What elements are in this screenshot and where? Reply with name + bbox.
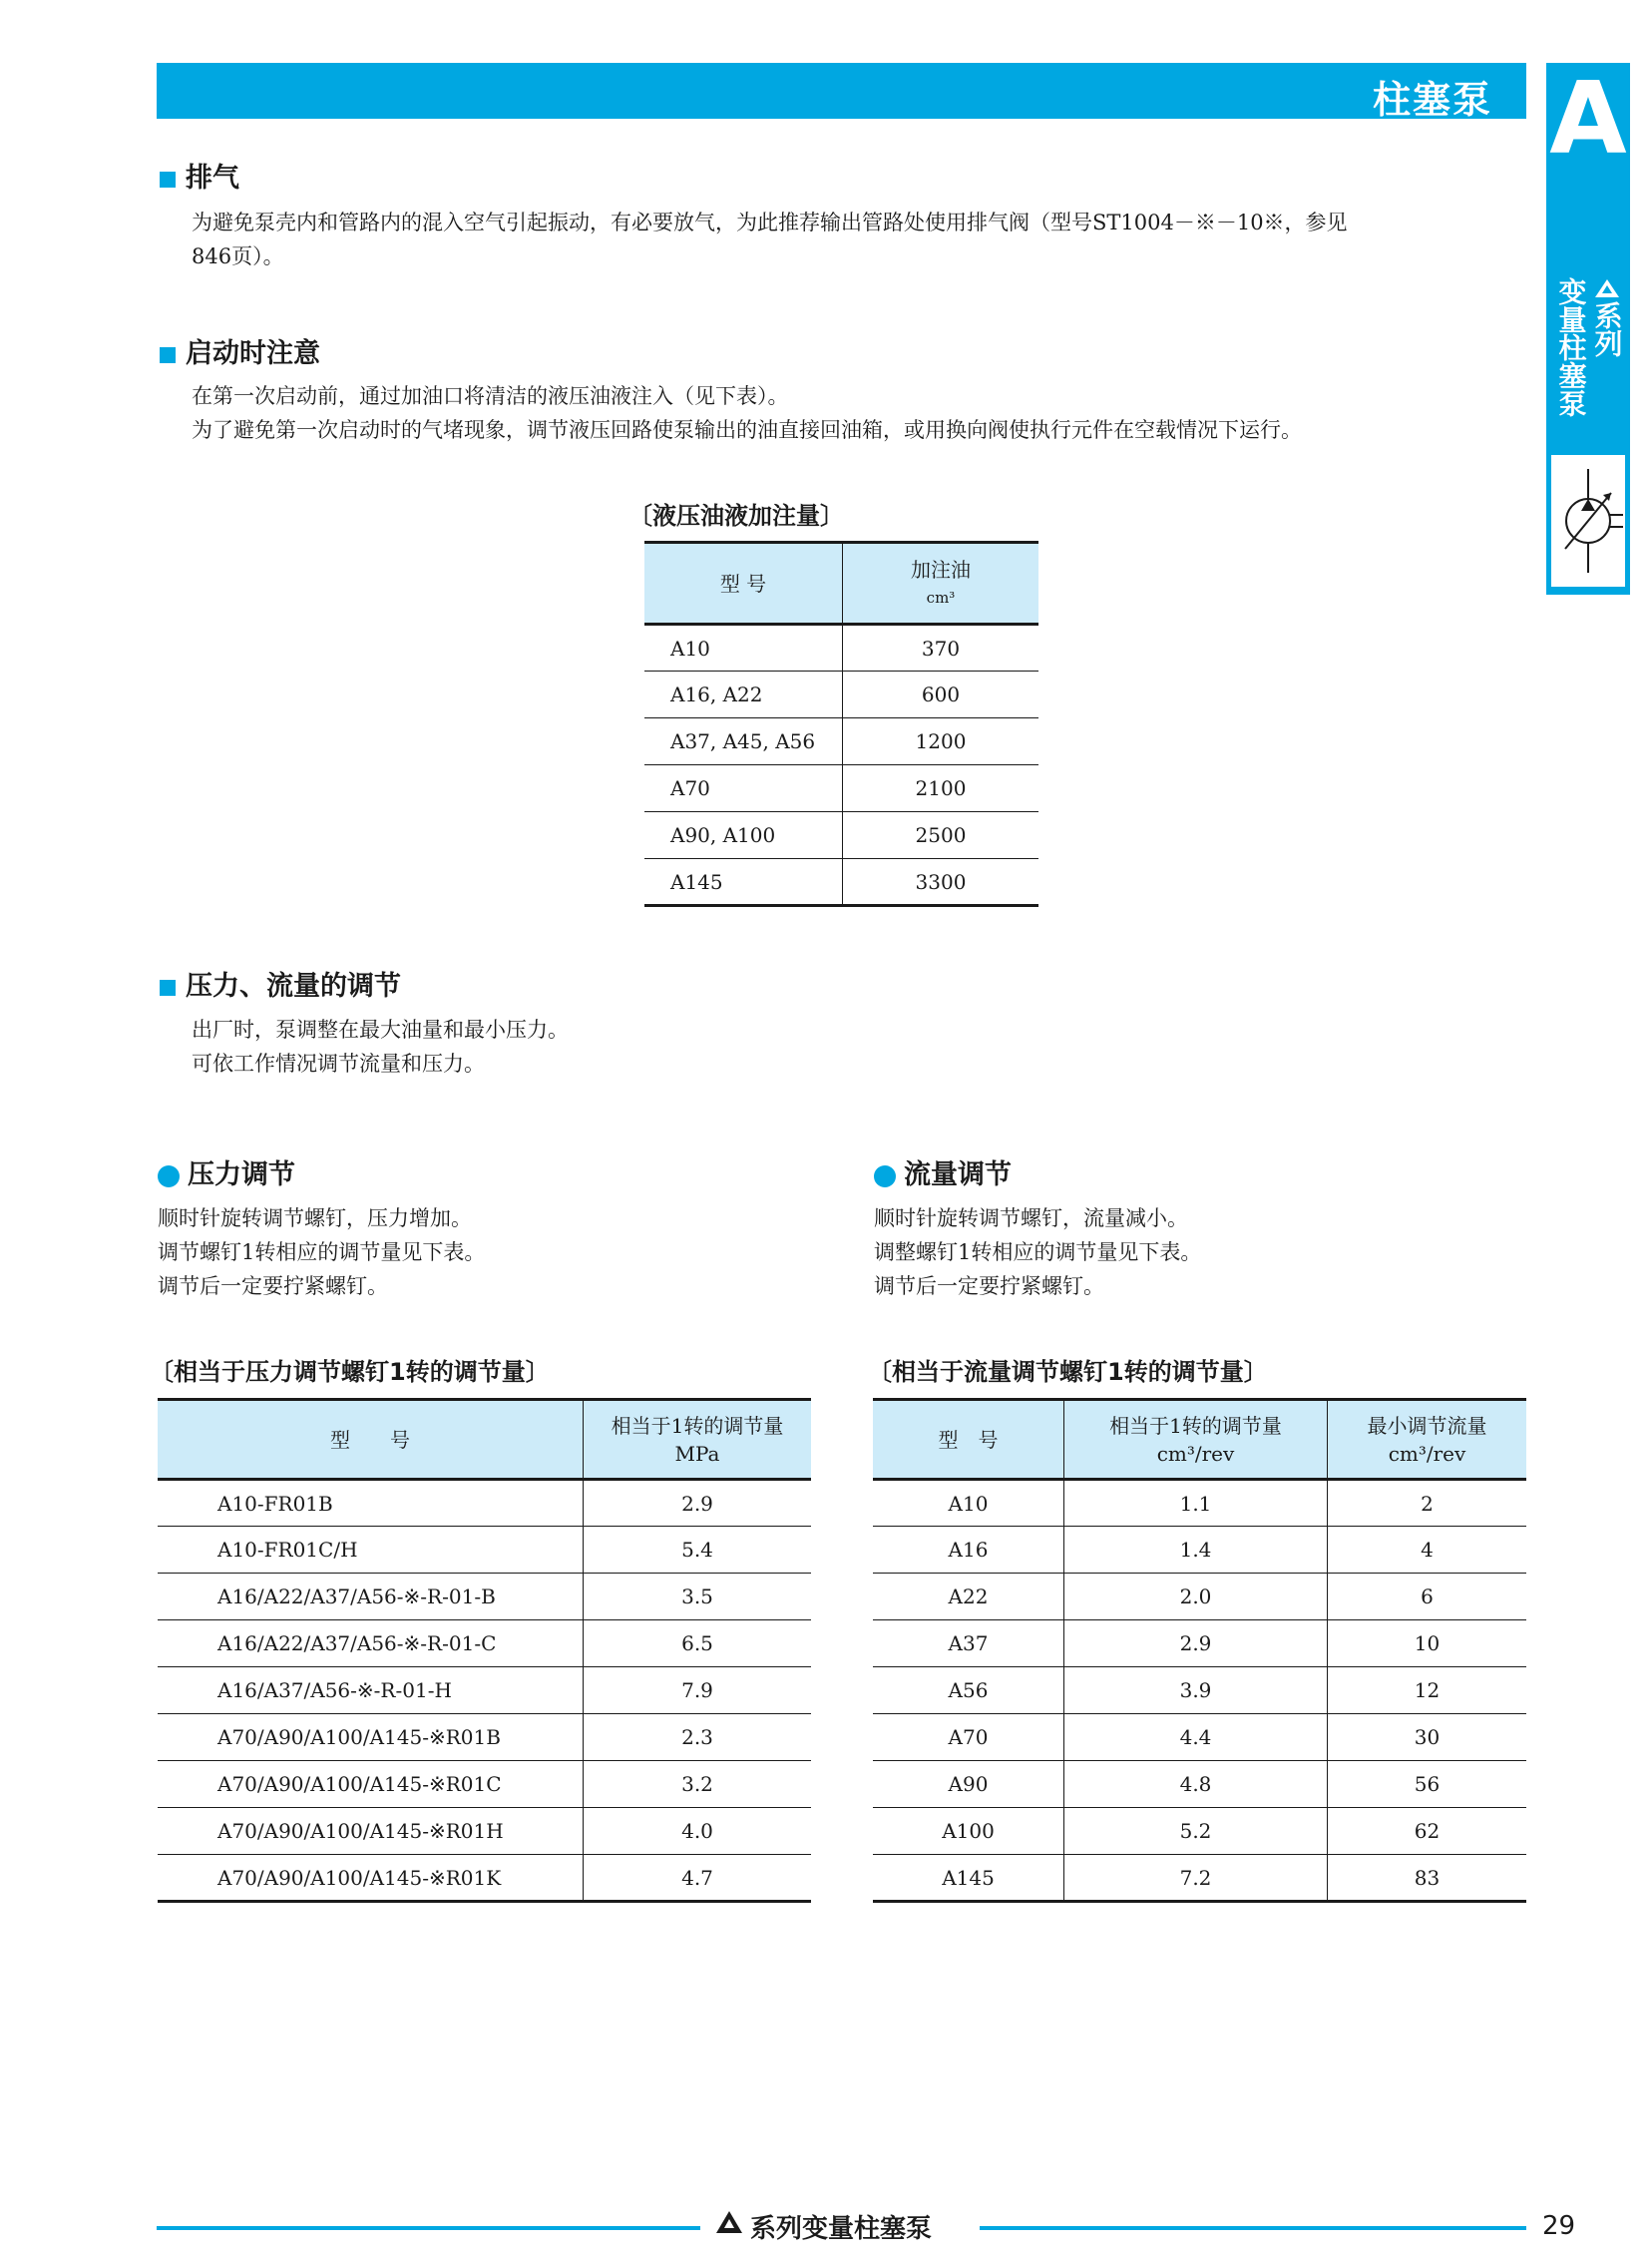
table-cell: 83 — [1328, 1855, 1527, 1902]
table-cell: 2 — [1328, 1480, 1527, 1527]
table-cell: 30 — [1328, 1714, 1527, 1761]
section-adjust-text — [192, 1013, 1189, 1081]
flow-line-3: 调节后一定要拧紧螺钉。 — [874, 1274, 1104, 1298]
table-cell: 3.9 — [1064, 1667, 1328, 1714]
pressure-adjust-text — [158, 1201, 796, 1303]
section-exhaust-text — [192, 206, 1528, 273]
adjust-line-1: 出厂时，泵调整在最大油量和最小压力。 — [192, 1018, 569, 1042]
side-tab — [1546, 60, 1630, 595]
pressure-table-col-adjust-label: 相当于1转的调节量 — [611, 1413, 784, 1438]
table-cell: A16 — [873, 1527, 1064, 1574]
table-row — [158, 1667, 811, 1714]
table-row — [873, 1855, 1526, 1902]
flow-table — [873, 1398, 1526, 1903]
section-adjust-title: 压力、流量的调节 — [186, 971, 401, 1002]
table-row — [158, 1480, 811, 1527]
table-cell: 3300 — [843, 859, 1039, 906]
table-cell: 5.4 — [584, 1527, 812, 1574]
table-row — [873, 1761, 1526, 1808]
section-startup-text — [192, 379, 1528, 447]
square-bullet-icon — [160, 980, 176, 996]
table-cell: 7.9 — [584, 1667, 812, 1714]
table-cell: 4.4 — [1064, 1714, 1328, 1761]
table-cell: A70/A90/A100/A145-※R01K — [158, 1855, 584, 1902]
section-exhaust-heading — [160, 156, 239, 195]
table-cell: 1.4 — [1064, 1527, 1328, 1574]
flow-adjust-heading — [874, 1152, 1012, 1191]
exhaust-line-1: 为避免泵壳内和管路内的混入空气引起振动，有必要放气，为此推荐输出管路处使用排气阀（型号ST1004－※－10※，参见 — [192, 211, 1348, 234]
table-cell: 4.8 — [1064, 1761, 1328, 1808]
table-cell: 5.2 — [1064, 1808, 1328, 1855]
table-row — [873, 1480, 1526, 1527]
table-cell: 12 — [1328, 1667, 1527, 1714]
table-row — [158, 1761, 811, 1808]
table-cell: A70/A90/A100/A145-※R01C — [158, 1761, 584, 1808]
table-row — [644, 625, 1038, 672]
table-cell: A16, A22 — [644, 672, 843, 718]
table-cell: 2100 — [843, 765, 1039, 812]
table-row — [644, 718, 1038, 765]
table-cell: 56 — [1328, 1761, 1527, 1808]
fill-table-caption: 〔液压油液加注量〕 — [628, 502, 844, 530]
table-row — [644, 812, 1038, 859]
table-cell: A16/A37/A56-※-R-01-H — [158, 1667, 584, 1714]
pressure-line-3: 调节后一定要拧紧螺钉。 — [158, 1274, 388, 1298]
flow-table-col-adjust — [1064, 1400, 1328, 1480]
section-adjust-heading — [160, 964, 401, 1003]
table-cell: A10 — [644, 625, 843, 672]
flow-line-1: 顺时针旋转调节螺钉，流量减小。 — [874, 1206, 1188, 1230]
table-cell: 4 — [1328, 1527, 1527, 1574]
pressure-table-col-adjust — [584, 1400, 812, 1480]
fill-table-col-volume-label: 加注油 — [911, 557, 971, 582]
pressure-table — [158, 1398, 811, 1903]
footer-title: 系列变量柱塞泵 — [750, 2214, 933, 2244]
pressure-table-col-model: 型 号 — [158, 1400, 584, 1480]
footer-rule-right — [980, 2226, 1526, 2230]
side-tab-line2: 变量柱塞泵 — [1554, 277, 1588, 417]
table-row — [158, 1527, 811, 1574]
table-cell: A16/A22/A37/A56-※-R-01-B — [158, 1574, 584, 1620]
table-cell: 1200 — [843, 718, 1039, 765]
side-tab-line1: 系列 — [1590, 301, 1624, 357]
table-row — [158, 1620, 811, 1667]
pressure-line-1: 顺时针旋转调节螺钉，压力增加。 — [158, 1206, 472, 1230]
table-cell: 6 — [1328, 1574, 1527, 1620]
section-startup-heading — [160, 331, 320, 370]
table-cell: 2.0 — [1064, 1574, 1328, 1620]
table-cell: 370 — [843, 625, 1039, 672]
pressure-line-2: 调节螺钉1转相应的调节量见下表。 — [158, 1240, 486, 1264]
variable-pump-symbol-icon — [1551, 455, 1625, 587]
footer-rule-left — [157, 2226, 700, 2230]
table-row — [873, 1527, 1526, 1574]
table-cell: A22 — [873, 1574, 1064, 1620]
pressure-table-col-adjust-unit: MPa — [674, 1441, 720, 1466]
fill-table-col-volume-unit: cm³ — [926, 588, 956, 607]
table-cell: A145 — [873, 1855, 1064, 1902]
page-number: 29 — [1542, 2211, 1576, 2241]
flow-table-caption: 〔相当于流量调节螺钉1转的调节量〕 — [868, 1358, 1268, 1386]
table-cell: 3.5 — [584, 1574, 812, 1620]
table-cell: 1.1 — [1064, 1480, 1328, 1527]
section-startup-title: 启动时注意 — [186, 338, 320, 369]
flow-adjust-text — [874, 1201, 1512, 1303]
square-bullet-icon — [160, 347, 176, 363]
adjust-line-2: 可依工作情况调节流量和压力。 — [192, 1052, 485, 1076]
table-cell: A10-FR01B — [158, 1480, 584, 1527]
table-cell: A90, A100 — [644, 812, 843, 859]
side-tab-series-label — [1591, 301, 1623, 363]
table-row — [873, 1667, 1526, 1714]
fill-table — [644, 541, 1038, 907]
table-cell: A70 — [873, 1714, 1064, 1761]
pressure-adjust-title: 压力调节 — [188, 1159, 295, 1190]
table-cell: 6.5 — [584, 1620, 812, 1667]
flow-table-col-model: 型 号 — [873, 1400, 1064, 1480]
section-exhaust-title: 排气 — [186, 163, 239, 194]
flow-table-col-adjust-label: 相当于1转的调节量 — [1109, 1413, 1282, 1438]
side-tab-logo-icon — [1593, 277, 1621, 303]
table-cell: 4.0 — [584, 1808, 812, 1855]
exhaust-line-2: 846页）。 — [192, 244, 284, 268]
table-cell: A56 — [873, 1667, 1064, 1714]
table-row — [873, 1808, 1526, 1855]
table-cell: A37 — [873, 1620, 1064, 1667]
pressure-table-caption: 〔相当于压力调节螺钉1转的调节量〕 — [150, 1358, 550, 1386]
table-cell: 10 — [1328, 1620, 1527, 1667]
table-row — [873, 1620, 1526, 1667]
fill-table-col-model: 型 号 — [644, 543, 843, 625]
side-tab-letter: A — [1549, 60, 1627, 177]
footer-logo-icon — [714, 2209, 744, 2239]
table-row — [158, 1855, 811, 1902]
table-cell: A70/A90/A100/A145-※R01H — [158, 1808, 584, 1855]
table-cell: 2.9 — [1064, 1620, 1328, 1667]
table-row — [873, 1714, 1526, 1761]
side-tab-product-label — [1555, 277, 1587, 423]
table-cell: A100 — [873, 1808, 1064, 1855]
table-cell: 3.2 — [584, 1761, 812, 1808]
table-cell: 2.3 — [584, 1714, 812, 1761]
table-row — [644, 859, 1038, 906]
table-cell: 7.2 — [1064, 1855, 1328, 1902]
table-row — [158, 1808, 811, 1855]
table-cell: A90 — [873, 1761, 1064, 1808]
startup-line-2: 为了避免第一次启动时的气堵现象，调节液压回路使泵输出的油直接回油箱，或用换向阀使执行元件在空载情况下运行。 — [192, 418, 1302, 442]
table-row — [158, 1714, 811, 1761]
circle-bullet-icon — [874, 1165, 896, 1187]
page-title: 柱塞泵 — [1372, 78, 1492, 122]
flow-table-col-adjust-unit: cm³/rev — [1156, 1441, 1235, 1466]
flow-table-col-min-label: 最小调节流量 — [1367, 1413, 1487, 1438]
table-cell: A145 — [644, 859, 843, 906]
header-bar — [157, 63, 1526, 122]
table-cell: 4.7 — [584, 1855, 812, 1902]
table-row — [873, 1574, 1526, 1620]
circle-bullet-icon — [158, 1165, 180, 1187]
flow-table-col-min — [1328, 1400, 1527, 1480]
startup-line-1: 在第一次启动前，通过加油口将清洁的液压油液注入（见下表）。 — [192, 384, 789, 408]
flow-line-2: 调整螺钉1转相应的调节量见下表。 — [874, 1240, 1202, 1264]
table-row — [644, 672, 1038, 718]
table-cell: A10 — [873, 1480, 1064, 1527]
square-bullet-icon — [160, 172, 176, 188]
table-cell: 2.9 — [584, 1480, 812, 1527]
table-cell: 2500 — [843, 812, 1039, 859]
table-cell: 62 — [1328, 1808, 1527, 1855]
pressure-adjust-heading — [158, 1152, 295, 1191]
flow-table-col-min-unit: cm³/rev — [1388, 1441, 1466, 1466]
flow-adjust-title: 流量调节 — [904, 1159, 1012, 1190]
table-cell: A37, A45, A56 — [644, 718, 843, 765]
table-cell: A16/A22/A37/A56-※-R-01-C — [158, 1620, 584, 1667]
table-cell: 600 — [843, 672, 1039, 718]
table-cell: A10-FR01C/H — [158, 1527, 584, 1574]
fill-table-col-volume — [843, 543, 1039, 625]
table-row — [644, 765, 1038, 812]
table-row — [158, 1574, 811, 1620]
table-cell: A70/A90/A100/A145-※R01B — [158, 1714, 584, 1761]
table-cell: A70 — [644, 765, 843, 812]
